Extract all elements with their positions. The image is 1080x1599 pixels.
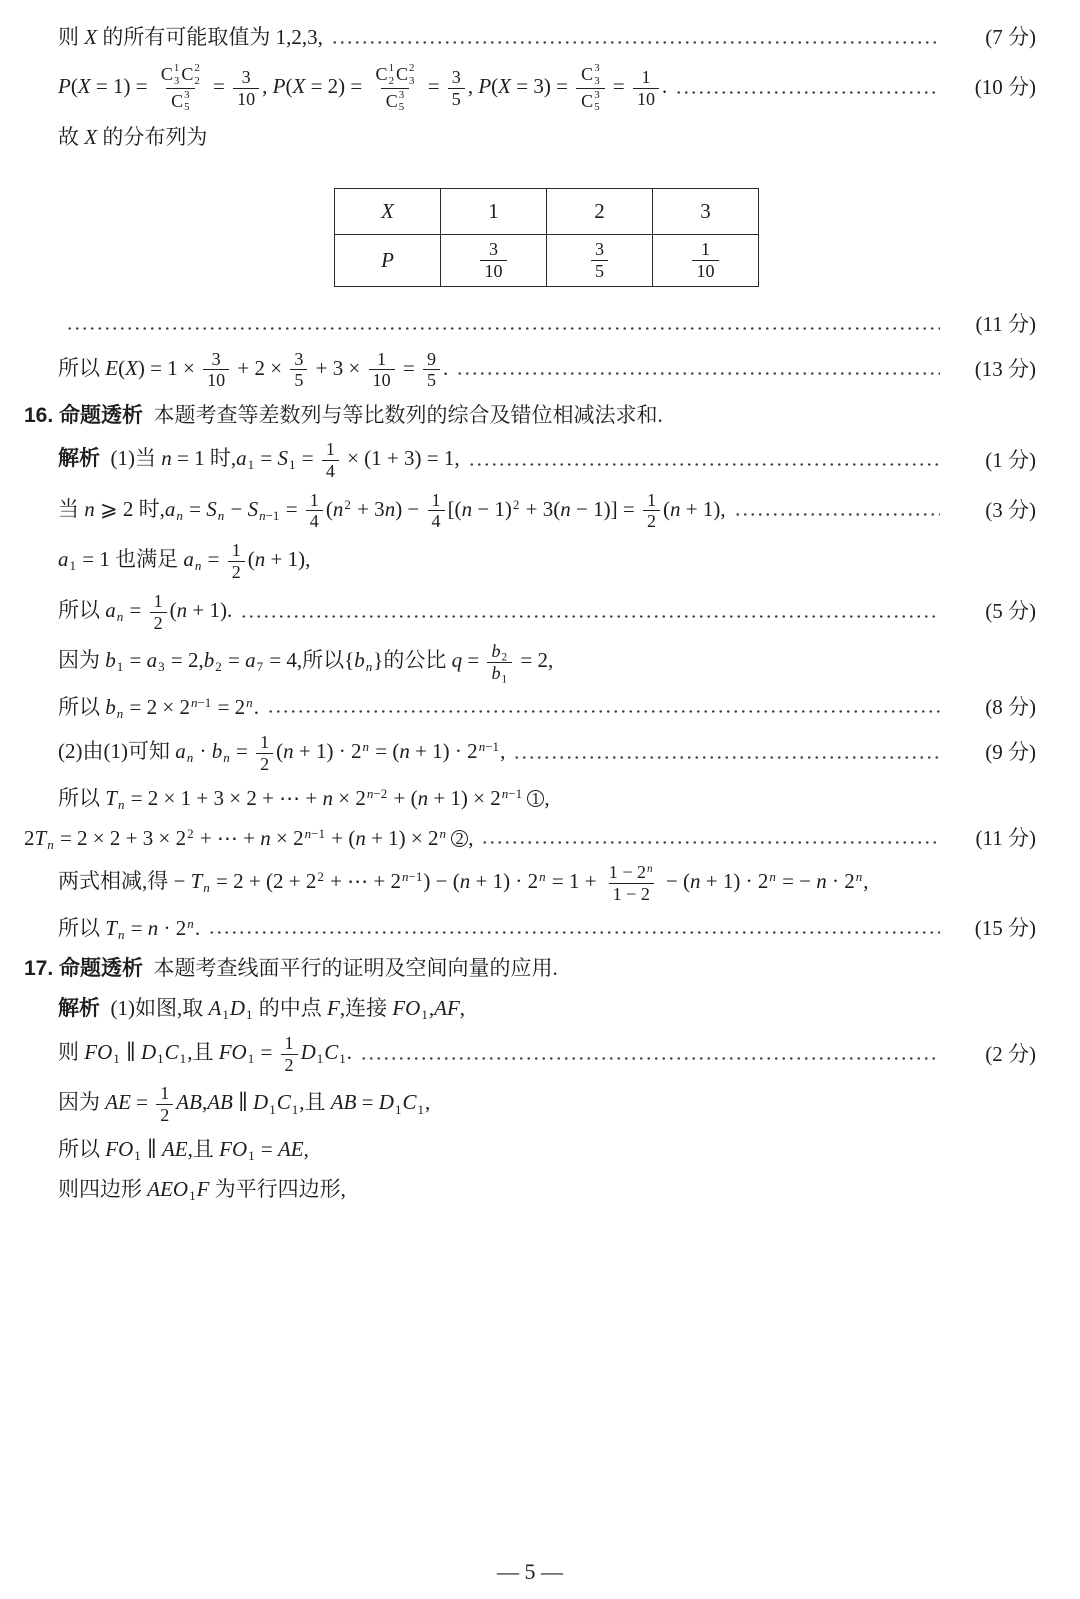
- line-content: 所以 bn = 2 × 2n−1 = 2n.: [58, 695, 259, 722]
- text-line: [24, 1033, 1036, 1076]
- score-label: (10 分): [974, 75, 1036, 100]
- dot-leader: [468, 462, 940, 467]
- text-line: [24, 349, 1036, 392]
- dot-leader: [360, 1056, 940, 1061]
- score-label: (1 分): [985, 447, 1036, 472]
- table-cell: 3: [653, 189, 759, 235]
- text-line: [24, 862, 1036, 905]
- line-content: 则 FO1 ∥ D1C1,且 FO1 = $\frac{1}{2}$ D1C1.: [58, 1032, 353, 1075]
- text-line: [24, 309, 1036, 341]
- line-content: 故 X 的分布列为: [58, 125, 208, 150]
- score-label: (5 分): [985, 599, 1036, 624]
- dot-leader: [481, 840, 940, 845]
- text-line: [24, 692, 1036, 724]
- line-content: 17. 命题透析 本题考查线面平行的证明及空间向量的应用.: [24, 956, 558, 981]
- solution-lines-top: [24, 14, 1036, 162]
- line-content: 16. 命题透析 本题考查等差数列与等比数列的综合及错位相减法求和.: [24, 402, 663, 427]
- line-content: 因为 b1 = a3 = 2,b2 = a7 = 4,所以{bn}的公比 q = $\frac{b2}{b1}$ = 2,: [58, 641, 554, 686]
- text-line: [24, 641, 1036, 684]
- text-line: [24, 1083, 1036, 1126]
- score-label: (11 分): [975, 825, 1036, 850]
- text-line: [24, 732, 1036, 775]
- text-line: [24, 399, 1036, 431]
- score-label: (8 分): [985, 695, 1036, 720]
- line-content: 所以 Tn = n · 2n.: [58, 916, 201, 943]
- text-line: [24, 22, 1036, 54]
- score-label: (3 分): [985, 498, 1036, 523]
- text-line: [24, 62, 1036, 114]
- line-content: 两式相减,得 − Tn = 2 + (2 + 22 + ⋯ + 2n−1) − (n + 1) · 2n = 1 + $\frac{1 - 2n}{1 - 2}$ − (n + 1) · 2n = − n · 2n,: [58, 862, 869, 905]
- text-line: [24, 782, 1036, 814]
- table-cell: $\frac{3}{5}$: [547, 235, 653, 287]
- line-content: 因为 AE = $\frac{1}{2}$ AB,AB ∥ D1C1,且 AB = D1C1,: [58, 1083, 431, 1126]
- dot-leader: [267, 709, 940, 714]
- line-content: (2)由(1)可知 an · bn = $\frac{1}{2}$ (n + 1) · 2n = (n + 1) · 2n−1,: [58, 731, 506, 774]
- text-line: [24, 913, 1036, 945]
- line-content: a1 = 1 也满足 an = $\frac{1}{2}$ (n + 1),: [58, 540, 311, 583]
- line-content: 所以 Tn = 2 × 1 + 3 × 2 + ⋯ + n × 2n−2 + (n + 1) × 2n−1 1 ,: [58, 785, 550, 812]
- line-content: 所以 an = $\frac{1}{2}$ (n + 1).: [58, 590, 233, 633]
- dot-leader: [456, 371, 940, 376]
- score-label: (13 分): [974, 357, 1036, 382]
- score-label: (9 分): [985, 740, 1036, 765]
- table-cell: $\frac{3}{10}$: [441, 235, 547, 287]
- distribution-table: [334, 188, 759, 287]
- text-line: [24, 591, 1036, 634]
- text-line: [24, 1134, 1036, 1166]
- distribution-table-body: [335, 189, 759, 287]
- line-content: 当 n ⩾ 2 时,an = Sn − Sn−1 = $\frac{1}{4}$ (n2 + 3n) − $\frac{1}{4}$ [(n − 1)2 + 3(n − 1)] = $\frac{1}{2}$ (n + 1),: [58, 489, 726, 532]
- text-line: [24, 953, 1036, 985]
- dot-leader: [331, 40, 940, 45]
- line-content: 则 X 的所有可能取值为 1,2,3,: [58, 25, 323, 50]
- line-content: 解析 (1)如图,取 A1D1 的中点 F,连接 FO1,AF,: [58, 996, 466, 1023]
- table-cell: 2: [547, 189, 653, 235]
- line-content: P(X = 1) = C 1 3 C 2 2 C 3 5 = $\frac{3}{10}$ , P(X = 2) = C 1 2 C 2 3 C 3 5 = $\frac{3}{5}$ , P(X = 3) = C 3 3 C 3 5 = $\frac{1}{10}$ .: [58, 62, 668, 114]
- dot-leader: [208, 930, 940, 935]
- text-line: [24, 490, 1036, 533]
- line-content: 所以 FO1 ∥ AE,且 FO1 = AE,: [58, 1137, 309, 1164]
- table-cell: 1: [441, 189, 547, 235]
- text-line: [24, 993, 1036, 1025]
- table-row: [335, 189, 759, 235]
- page-number: [24, 1548, 1036, 1591]
- table-cell: P: [335, 235, 441, 287]
- score-label: (2 分): [985, 1041, 1036, 1066]
- line-content: 则四边形 AEO1F 为平行四边形,: [58, 1177, 346, 1204]
- text-line: [24, 122, 1036, 154]
- text-line: [24, 1174, 1036, 1206]
- table-cell: $\frac{1}{10}$: [653, 235, 759, 287]
- table-row: [335, 235, 759, 287]
- dot-leader: [513, 755, 940, 760]
- score-label: (7 分): [985, 25, 1036, 50]
- text-line: [24, 540, 1036, 583]
- page-number-text: — 5 —: [497, 1559, 563, 1585]
- line-content: 解析 (1)当 n = 1 时,a1 = S1 = $\frac{1}{4}$ × (1 + 3) = 1,: [58, 439, 460, 481]
- dot-leader: [734, 512, 940, 517]
- dot-leader: [240, 614, 940, 619]
- table-cell: X: [335, 189, 441, 235]
- dot-leader: [66, 326, 940, 331]
- text-line: [24, 822, 1036, 854]
- distribution-table-wrap: [334, 188, 1036, 287]
- score-label: (11 分): [975, 312, 1036, 336]
- line-content: 所以 E(X) = 1 × $\frac{3}{10}$ + 2 × $\frac{3}{5}$ + 3 × $\frac{1}{10}$ = $\frac{9}{5}$ .: [58, 348, 449, 391]
- score-label: (15 分): [974, 916, 1036, 941]
- dot-leader: [675, 90, 940, 95]
- solution-lines-bottom: [24, 301, 1036, 1214]
- line-content: 2Tn = 2 × 2 + 3 × 22 + ⋯ + n × 2n−1 + (n + 1) × 2n 2 ,: [24, 825, 474, 852]
- text-line: [24, 439, 1036, 482]
